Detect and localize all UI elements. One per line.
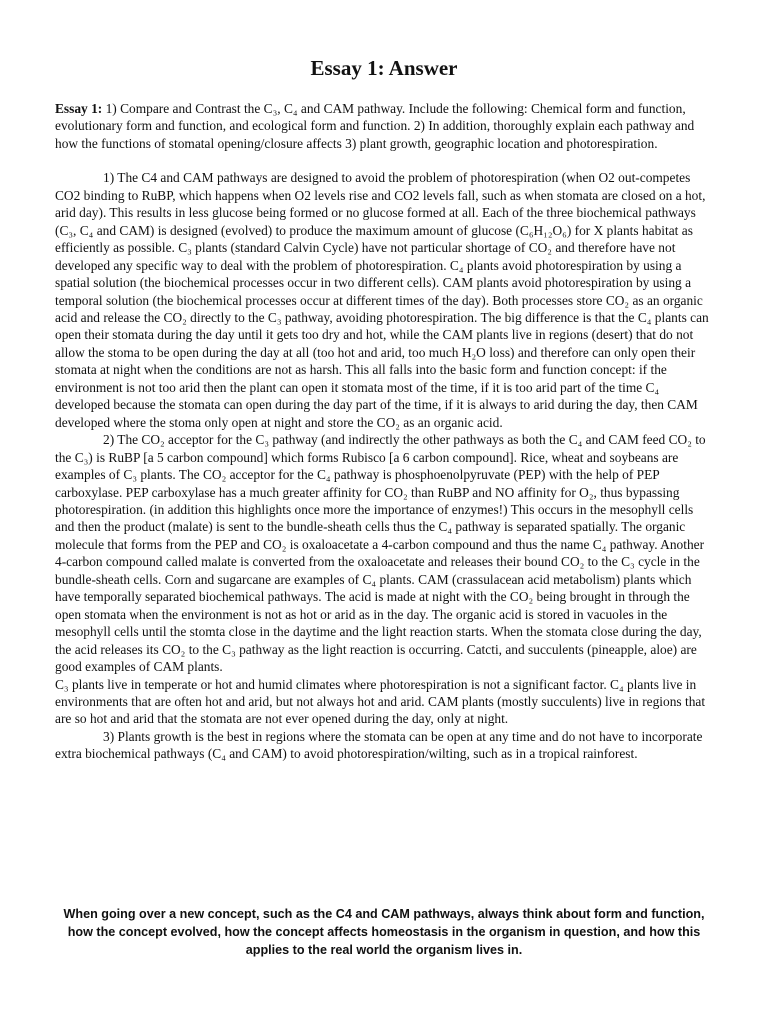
summary-note: When going over a new concept, such as the C4 and CAM pathways, always think about form and function, how the concept evolved, how the concept affects homeostasis in the organism in question, and how this applies to the real world the organism lives in. — [63, 907, 705, 957]
question-label: Essay 1: — [55, 101, 103, 116]
answer-paragraph-2b: C₃ plants live in temperate or hot and humid climates where photorespiration is not a significant factor. C₄ plants live in environments that are often hot and arid, but not always hot and arid. CAM plants (mostly succulents) live in regions that are so hot and arid that the stomata are not ever opened during the day, only at night. — [55, 676, 706, 727]
answer-paragraph-1: 1) The C4 and CAM pathways are designed to avoid the problem of photorespiration (when O2 out-competes CO2 binding to RuBP, which happens when O2 levels rise and CO2 levels fall, such as when stomata are closed on a hot, arid day). This results in less glucose being formed or no glucose formed at all. Each of the three biochemical pathways (C₃, C₄ and CAM) is designed (evolved) to produce the maximum amount of glucose (C₆H₁₂O₆) for X plants habitat as efficiently as possible. C₃ plants (standard Calvin Cycle) have not particular shortage of CO₂ and therefore have not developed any specific way to deal with the problem of photorespiration. C₄ plants avoid photorespiration by using a spatial solution (the biochemical processes occur in two different cells). CAM plants avoid photorespiration by using a temporal solution (the biochemical processes occur at different times of the day). Both processes store CO₂ as an organic acid and release the CO₂ directly to the C₃ pathway, avoiding photorespiration. The big difference is that the C₄ plants can open their stomata during the day until it gets too dry and hot, while the CAM plants live in regions (desert) that do not allow the stoma to be open during the day at all (too hot and arid, too much H₂O loss) and therefore can only open their stomata at night when the conditions are not as harsh. This all falls into the basic form and function concept: if the environment is not too arid then the plant can open it stomata most of the time, if it is too arid part of the time C₄ developed because the stomata can open during the day part of the time, if it is always to arid during the day, then CAM developed where the stoma only open at night and store the CO₂ as an organic acid. — [55, 170, 709, 430]
essay-question — [55, 100, 715, 152]
answer-paragraph-3: 3) Plants growth is the best in regions where the stomata can be open at any time and do not have to incorporate extra biochemical pathways (C₄ and CAM) to avoid photorespiration/wilting, such as in a tropical rainforest. — [55, 728, 703, 762]
answer-paragraph-2: 2) The CO₂ acceptor for the C₃ pathway (and indirectly the other pathways as both the C₄ and CAM feed CO₂ to the C₃) is RuBP [a 5 carbon compound] which forms Rubisco [a 6 carbon compound]. Rice, wheat and soybeans are examples of C₃ plants. The CO₂ acceptor for the C₄ pathway is phosphoenolpyruvate (PEP) with the help of PEP carboxylase. PEP carboxylase has a much greater affinity for CO₂ than RuBP and NO affinity for O₂, thus bypassing photorespiration. (in addition this highlights once more the importance of enzymes!) This occurs in the mesophyll cells and then the product (malate) is sent to the bundle-sheath cells thus the C₄ pathway is separated spatially. The organic molecule that forms from the PEP and CO₂ is oxaloacetate a 4-carbon compound and thus the name C₄ pathway. Another 4-carbon compound called malate is converted from the oxaloacetate and releases their bound CO₂ to the C₃ cycle in the bundle-sheath cells. Corn and sugarcane are examples of C₄ plants. CAM (crassulacean acid metabolism) plants which have temporally separated biochemical pathways. The acid is made at night with the CO₂ being brought in through the open stomata when the environment is not as hot or arid as in the day. The organic acid is stored in vacuoles in the mesophyll cells until the stomta close in the daytime and the light reaction starts. When the stomata close during the day, the acid releases its CO₂ to the C₃ pathway as the light reaction is occurring. Catcti, and succulents (pineapple, aloe) are good examples of CAM plants. — [55, 432, 706, 675]
essay-body — [55, 100, 715, 763]
page-title: Essay 1: Answer — [310, 56, 458, 80]
question-text: 1) Compare and Contrast the C₃, C₄ and CAM pathway. Include the following: Chemical form and function, evolutionary form and function, and ecological form and function. 2) In addition, thoroughly explain each pathway and how the functions of stomatal opening/closure affects 3) plant growth, geographic location and photorespiration. — [55, 101, 695, 151]
